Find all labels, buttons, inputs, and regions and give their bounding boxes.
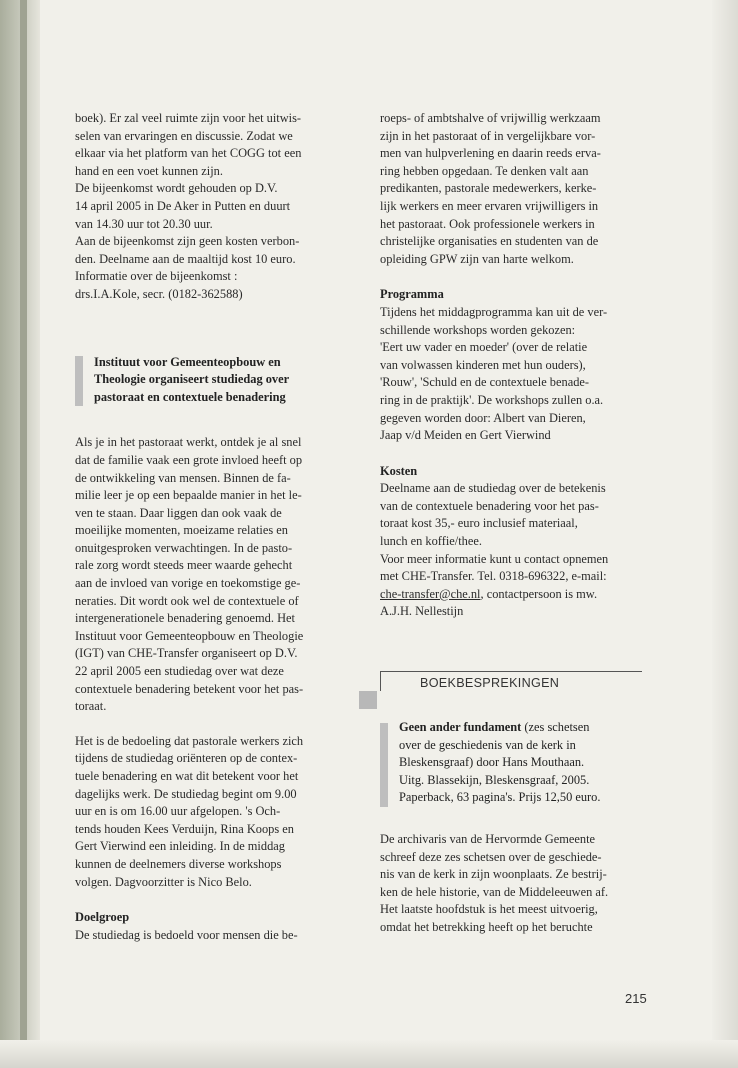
programma-heading: Programma <box>380 287 444 302</box>
review-marker-bar <box>380 723 388 807</box>
text-line: Instituut voor Gemeenteopbouw en Theologie <box>75 628 304 643</box>
text-line: tijdens de studiedag oriënteren op de contex- <box>75 751 298 766</box>
text-line: gegeven worden door: Albert van Dieren, <box>380 410 586 425</box>
doelgroep-continued <box>380 110 642 268</box>
text-line: De bijeenkomst wordt gehouden op D.V. <box>75 181 278 196</box>
text-line: van volwassen kinderen met hun ouders), <box>380 357 586 372</box>
text-line: 'Eert uw vader en moeder' (over de relatie <box>380 340 588 355</box>
doelgroep-heading: Doelgroep <box>75 910 130 925</box>
text-fragment: (zes schetsen <box>521 720 590 735</box>
intro-paragraph <box>75 110 337 304</box>
text-line: 22 april 2005 een studiedag over wat deze <box>75 664 284 679</box>
text-line: milie leer je op een bepaalde manier in het le- <box>75 488 302 503</box>
text-line: dagelijks werk. De studiedag begint om 9.00 <box>75 786 297 801</box>
text-line: (IGT) van CHE-Transfer organiseert op D.V. <box>75 646 298 661</box>
text-line: Jaap v/d Meiden en Gert Vierwind <box>380 428 551 443</box>
title-marker-bar <box>75 356 83 406</box>
text-line: van de contextuele benadering voor het pas- <box>380 498 599 513</box>
text-line: Tijdens het middagprogramma kan uit de ver- <box>380 304 608 319</box>
kosten-paragraph <box>380 480 642 621</box>
text-line: over de geschiedenis van de kerk in <box>399 737 576 752</box>
text-line: Uitg. Blassekijn, Bleskensgraaf, 2005. <box>399 772 590 787</box>
text-line: lijk werkers en meer ervaren vrijwilligers in <box>380 198 599 213</box>
text-line: toraat kost 35,- euro inclusief materiaal, <box>380 516 578 531</box>
text-line: drs.I.A.Kole, secr. (0182-362588) <box>75 286 243 301</box>
email-link[interactable]: che-transfer@che.nl <box>380 586 481 601</box>
article-paragraph-2 <box>75 733 337 891</box>
left-column <box>75 110 337 944</box>
right-column <box>380 110 642 937</box>
text-line: Paperback, 63 pagina's. Prijs 12,50 euro. <box>399 790 601 805</box>
text-line: het pastoraat. Ook professionele werkers in <box>380 216 595 231</box>
text-line: met CHE-Transfer. Tel. 0318-696322, e-mail: <box>380 569 607 584</box>
text-line: De studiedag is bedoeld voor mensen die be- <box>75 927 298 942</box>
text-fragment: , contactpersoon is mw. <box>480 586 598 601</box>
doelgroep-paragraph <box>75 927 337 945</box>
text-line: ven te staan. Daar liggen dan ook vaak de <box>75 505 282 520</box>
text-line: neraties. Dit wordt ook wel de contextuele of <box>75 593 299 608</box>
contact-name: A.J.H. Nellestijn <box>380 604 464 619</box>
article-title-line: Instituut voor Gemeenteopbouw en <box>94 354 281 369</box>
section-rule <box>380 671 642 672</box>
text-line: contextuele benadering betekent voor het pas- <box>75 681 304 696</box>
text-line: de ontwikkeling van mensen. Binnen de fa- <box>75 470 291 485</box>
text-line: ring in de praktijk'. De workshops zullen o.a. <box>380 392 604 407</box>
text-line: lunch en koffie/thee. <box>380 534 482 549</box>
text-line: Gert Vierwind een inleiding. In de middag <box>75 839 285 854</box>
text-line: Informatie over de bijeenkomst : <box>75 269 238 284</box>
text-line: kunnen de deelnemers diverse workshops <box>75 856 282 871</box>
text-line: Bleskensgraaf) door Hans Mouthaan. <box>399 755 585 770</box>
text-line: Aan de bijeenkomst zijn geen kosten verbon- <box>75 234 300 249</box>
text-line: tends houden Kees Verduijn, Rina Koops en <box>75 821 294 836</box>
page-edge-bottom <box>0 1040 738 1068</box>
text-line: men van hulpverlening en daarin reeds erva- <box>380 146 601 161</box>
text-line: volgen. Dagvoorzitter is Nico Belo. <box>75 874 252 889</box>
page-number: 215 <box>625 991 647 1006</box>
text-line: toraat. <box>75 699 107 714</box>
article-title-line: Theologie organiseert studiedag over <box>94 372 290 387</box>
text-line: roeps- of ambtshalve of vrijwillig werkzaam <box>380 111 601 125</box>
text-line: Als je in het pastoraat werkt, ontdek je al snel <box>75 435 302 450</box>
text-line: schillende workshops worden gekozen: <box>380 322 576 337</box>
text-line: rale zorg wordt steeds meer waarde gehecht <box>75 558 293 573</box>
text-line: christelijke organisaties en studenten van de <box>380 234 599 249</box>
text-line: De archivaris van de Hervormde Gemeente <box>380 832 596 846</box>
section-marker-square <box>359 691 377 709</box>
text-line: omdat het betrekking heeft op het beruchte <box>380 919 593 934</box>
article-title-line: pastoraat en contextuele benadering <box>94 389 286 404</box>
text-line: 'Rouw', 'Schuld en de contextuele benade- <box>380 375 590 390</box>
text-line: nis van de kerk in zijn woonplaats. Ze bestrij- <box>380 867 607 882</box>
binding-strip <box>20 0 27 1068</box>
programma-paragraph <box>380 304 642 445</box>
text-line: Voor meer informatie kunt u contact opnemen <box>380 551 609 566</box>
text-line: Het laatste hoofdstuk is het meest uitvoerig, <box>380 902 598 917</box>
text-line: 14 april 2005 in De Aker in Putten en duurt <box>75 198 291 213</box>
text-line: den. Deelname aan de maaltijd kost 10 euro. <box>75 251 296 266</box>
book-review-header <box>380 719 642 807</box>
review-title-line <box>399 719 642 737</box>
text-line: aan de invloed van vorige en toekomstige ge- <box>75 576 301 591</box>
text-line: intergenerationele benadering genoemd. Het <box>75 611 295 626</box>
text-line: dat de familie vaak een grote invloed heeft op <box>75 452 303 467</box>
kosten-heading: Kosten <box>380 463 418 478</box>
text-line: van 14.30 uur tot 20.30 uur. <box>75 216 213 231</box>
text-line: Deelname aan de studiedag over de betekenis <box>380 481 606 496</box>
review-title: Geen ander fundament <box>399 720 522 735</box>
text-line: boek). Er zal veel ruimte zijn voor het uitwis- <box>75 111 302 125</box>
text-line: Het is de bedoeling dat pastorale werkers zich <box>75 733 304 748</box>
text-line <box>380 586 642 604</box>
text-line: elkaar via het platform van het COGG tot een <box>75 146 302 161</box>
text-line: tuele benadering en wat dit betekent voor het <box>75 769 299 783</box>
article-title-box <box>75 354 337 407</box>
text-line: uur en is om 16.00 uur afgelopen. 's Och- <box>75 804 281 819</box>
section-header-boekbesprekingen <box>380 671 642 703</box>
review-body <box>380 831 642 937</box>
text-line: schreef deze zes schetsen over de geschiede- <box>380 849 602 864</box>
text-line: ken de hele historie, van de Middeleeuwen af. <box>380 884 609 899</box>
text-line: opleiding GPW zijn van harte welkom. <box>380 251 574 266</box>
text-line: onuitgesproken verwachtingen. In de pasto- <box>75 540 293 555</box>
text-line: moeilijke momenten, moeizame relaties en <box>75 523 288 538</box>
section-label: BOEKBESPREKINGEN <box>420 676 560 691</box>
text-line: selen van ervaringen en discussie. Zodat we <box>75 128 293 143</box>
text-line: hand en een voet kunnen zijn. <box>75 163 223 178</box>
text-line: zijn in het pastoraat of in vergelijkbare vor- <box>380 128 596 143</box>
text-line: predikanten, pastorale medewerkers, kerke- <box>380 181 597 196</box>
article-paragraph-1 <box>75 434 337 716</box>
page-edge-right <box>712 0 738 1068</box>
section-rule-vertical <box>380 671 381 691</box>
text-line: ring hebben opgedaan. Te denken valt aan <box>380 163 589 178</box>
